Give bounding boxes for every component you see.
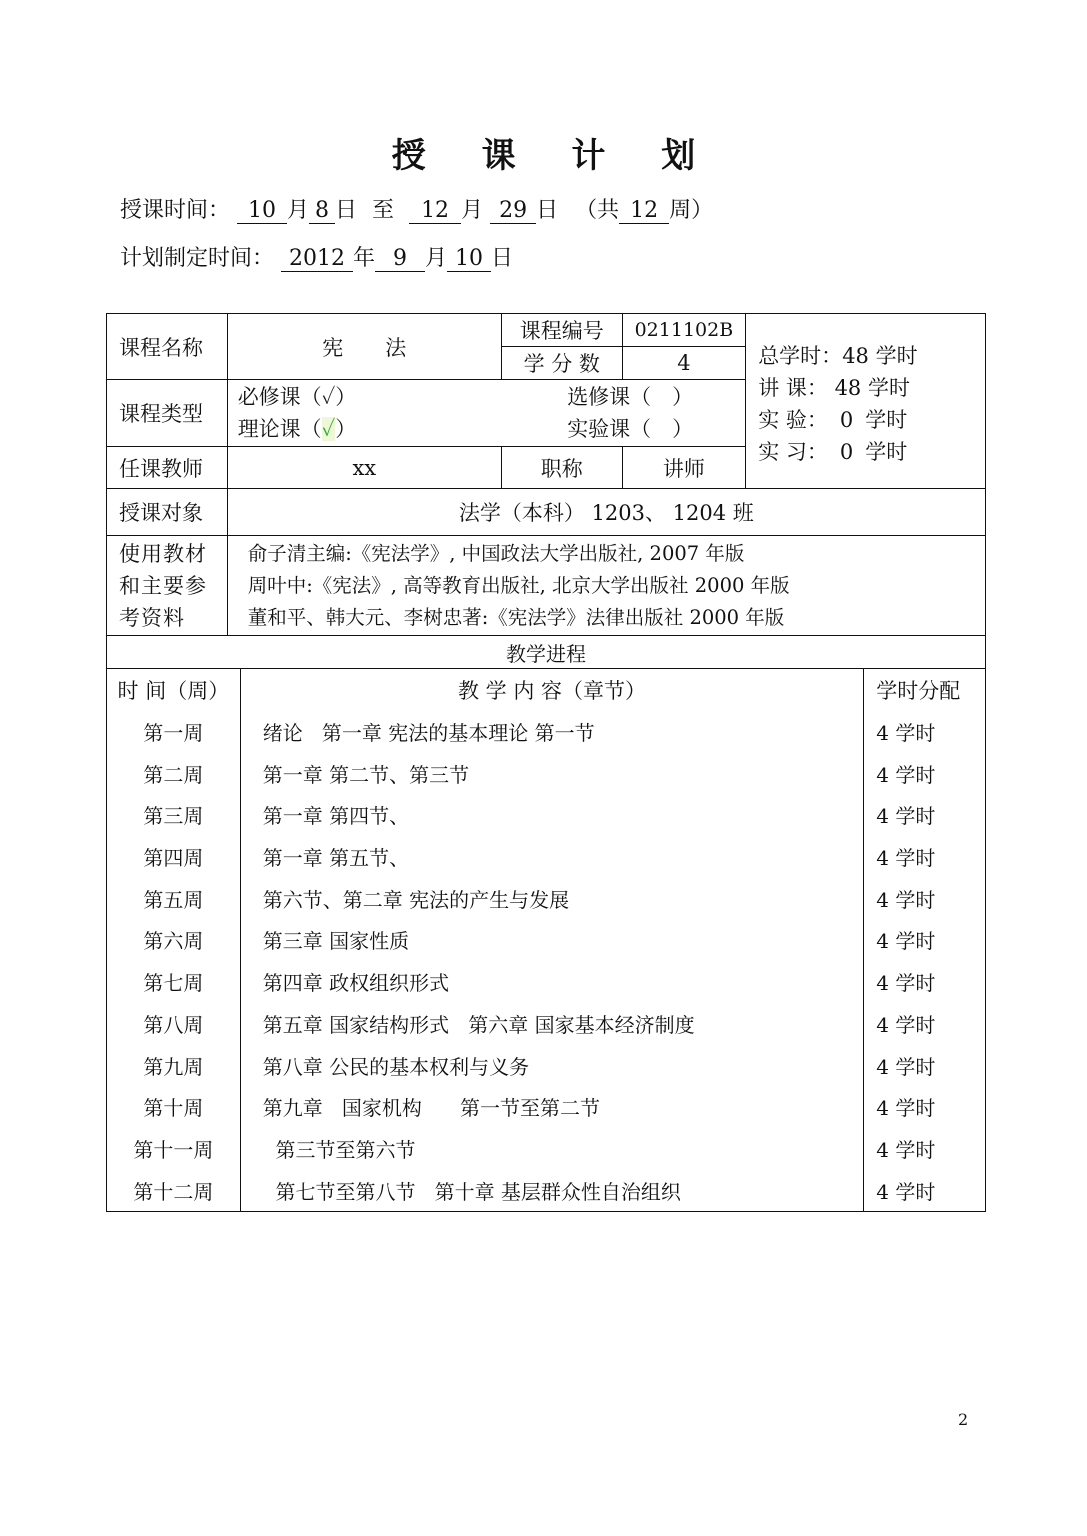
content-cell: 第一章 第五节、 [240, 836, 863, 878]
plan-year: 2012 [281, 246, 353, 272]
plan-month: 9 [375, 246, 425, 272]
progress-header: 教学进程 [107, 636, 986, 669]
hours-cell: 4 学时 [864, 752, 986, 794]
course-name: 宪 法 [227, 314, 501, 380]
week-cell: 第九周 [107, 1044, 241, 1086]
start-day: 8 [309, 198, 335, 224]
material-item: 俞子清主编:《宪法学》, 中国政法大学出版社, 2007 年版 [247, 541, 745, 565]
table-row [107, 1003, 986, 1045]
table-row [107, 836, 986, 878]
table-row [107, 794, 986, 836]
hours-total: 总学时：48 学时 [758, 344, 918, 368]
table-row [107, 1169, 986, 1211]
course-code: 0211102B [622, 314, 746, 347]
check-icon: ✓ [321, 417, 336, 441]
table-row [107, 961, 986, 1003]
content-cell: 第八章 公民的基本权利与义务 [240, 1044, 863, 1086]
content-cell: 第一章 第二节、第三节 [240, 752, 863, 794]
experiment-course: 实验课（ ） [567, 417, 694, 441]
month-unit: 月 [425, 246, 448, 271]
check-icon: ✓ [321, 385, 336, 409]
teaching-time-line [120, 193, 713, 224]
audience-label: 授课对象 [107, 489, 228, 536]
table-row [107, 711, 986, 753]
day-unit: 日 [536, 198, 559, 223]
hours-cell: 4 学时 [864, 1169, 986, 1211]
course-type-label: 课程类型 [107, 380, 228, 447]
course-code-label: 课程编号 [501, 314, 622, 347]
credits-value: 4 [622, 347, 746, 380]
year-unit: 年 [353, 246, 376, 271]
hours-cell: 4 学时 [864, 961, 986, 1003]
month-unit: 月 [287, 198, 310, 223]
course-type-cell [227, 380, 746, 447]
hours-cell: 4 学时 [864, 1086, 986, 1128]
content-cell: 第六节、第二章 宪法的产生与发展 [240, 877, 863, 919]
hours-experiment: 实 验： 0 学时 [758, 408, 908, 432]
week-cell: 第四周 [107, 836, 241, 878]
hours-practice: 实 习： 0 学时 [758, 440, 908, 464]
week-cell: 第十周 [107, 1086, 241, 1128]
col-hours-header: 学时分配 [864, 669, 986, 711]
teacher-title-label: 职称 [501, 447, 622, 489]
week-cell: 第三周 [107, 794, 241, 836]
hours-box [746, 314, 986, 489]
hours-cell: 4 学时 [864, 836, 986, 878]
teacher-title: 讲师 [622, 447, 746, 489]
course-info-table [106, 313, 986, 669]
plan-date-line [120, 241, 513, 272]
theory-course: 理论课（✓） [237, 417, 357, 441]
table-row [107, 877, 986, 919]
schedule-table [106, 669, 986, 1212]
content-cell: 第一章 第四节、 [240, 794, 863, 836]
total-suffix: 周） [669, 198, 714, 223]
table-row [107, 919, 986, 961]
table-row [107, 1044, 986, 1086]
materials-label: 使用教材 和主要参 考资料 [107, 536, 228, 636]
week-cell: 第二周 [107, 752, 241, 794]
course-name-label: 课程名称 [107, 314, 228, 380]
day-unit: 日 [491, 246, 514, 271]
hours-cell: 4 学时 [864, 919, 986, 961]
teacher-name: xx [227, 447, 501, 489]
week-cell: 第五周 [107, 877, 241, 919]
week-cell: 第六周 [107, 919, 241, 961]
total-prefix: （共 [575, 198, 620, 223]
hours-lecture: 讲 课： 48 学时 [758, 376, 910, 400]
content-cell: 第三章 国家性质 [240, 919, 863, 961]
month-unit: 月 [461, 198, 484, 223]
table-row [107, 1128, 986, 1170]
teacher-label: 任课教师 [107, 447, 228, 489]
end-month: 12 [409, 198, 461, 224]
end-day: 29 [490, 198, 536, 224]
audience-value: 法学（本科） 1203、 1204 班 [227, 489, 985, 536]
materials-list [227, 536, 985, 636]
table-row [107, 752, 986, 794]
credits-label: 学 分 数 [501, 347, 622, 380]
content-cell: 第五章 国家结构形式 第六章 国家基本经济制度 [240, 1003, 863, 1045]
week-cell: 第八周 [107, 1003, 241, 1045]
content-cell: 第四章 政权组织形式 [240, 961, 863, 1003]
hours-cell: 4 学时 [864, 1128, 986, 1170]
table-row [107, 1086, 986, 1128]
content-cell: 第三节至第六节 [240, 1128, 863, 1170]
week-cell: 第十一周 [107, 1128, 241, 1170]
col-content-header: 教 学 内 容（章节） [240, 669, 863, 711]
col-week-header: 时 间（周） [107, 669, 241, 711]
content-cell: 第九章 国家机构 第一节至第二节 [240, 1086, 863, 1128]
hours-cell: 4 学时 [864, 1044, 986, 1086]
plan-day: 10 [447, 246, 491, 272]
week-cell: 第一周 [107, 711, 241, 753]
day-unit: 日 [335, 198, 358, 223]
content-cell: 绪论 第一章 宪法的基本理论 第一节 [240, 711, 863, 753]
to-word: 至 [372, 198, 395, 223]
hours-cell: 4 学时 [864, 877, 986, 919]
week-cell: 第十二周 [107, 1169, 241, 1211]
page-number: 2 [958, 1410, 969, 1429]
page-title: 授 课 计 划 [391, 136, 718, 176]
material-item: 董和平、韩大元、李树忠著:《宪法学》法律出版社 2000 年版 [247, 605, 785, 629]
week-cell: 第七周 [107, 961, 241, 1003]
start-month: 10 [237, 198, 287, 224]
total-weeks: 12 [619, 198, 669, 224]
hours-cell: 4 学时 [864, 711, 986, 753]
required-course: 必修课（✓） [237, 385, 357, 409]
material-item: 周叶中:《宪法》, 高等教育出版社, 北京大学出版社 2000 年版 [247, 573, 790, 597]
plan-date-label: 计划制定时间： [120, 246, 275, 271]
hours-cell: 4 学时 [864, 794, 986, 836]
elective-course: 选修课（ ） [567, 385, 694, 409]
teaching-time-label: 授课时间： [120, 198, 231, 223]
hours-cell: 4 学时 [864, 1003, 986, 1045]
content-cell: 第七节至第八节 第十章 基层群众性自治组织 [240, 1169, 863, 1211]
